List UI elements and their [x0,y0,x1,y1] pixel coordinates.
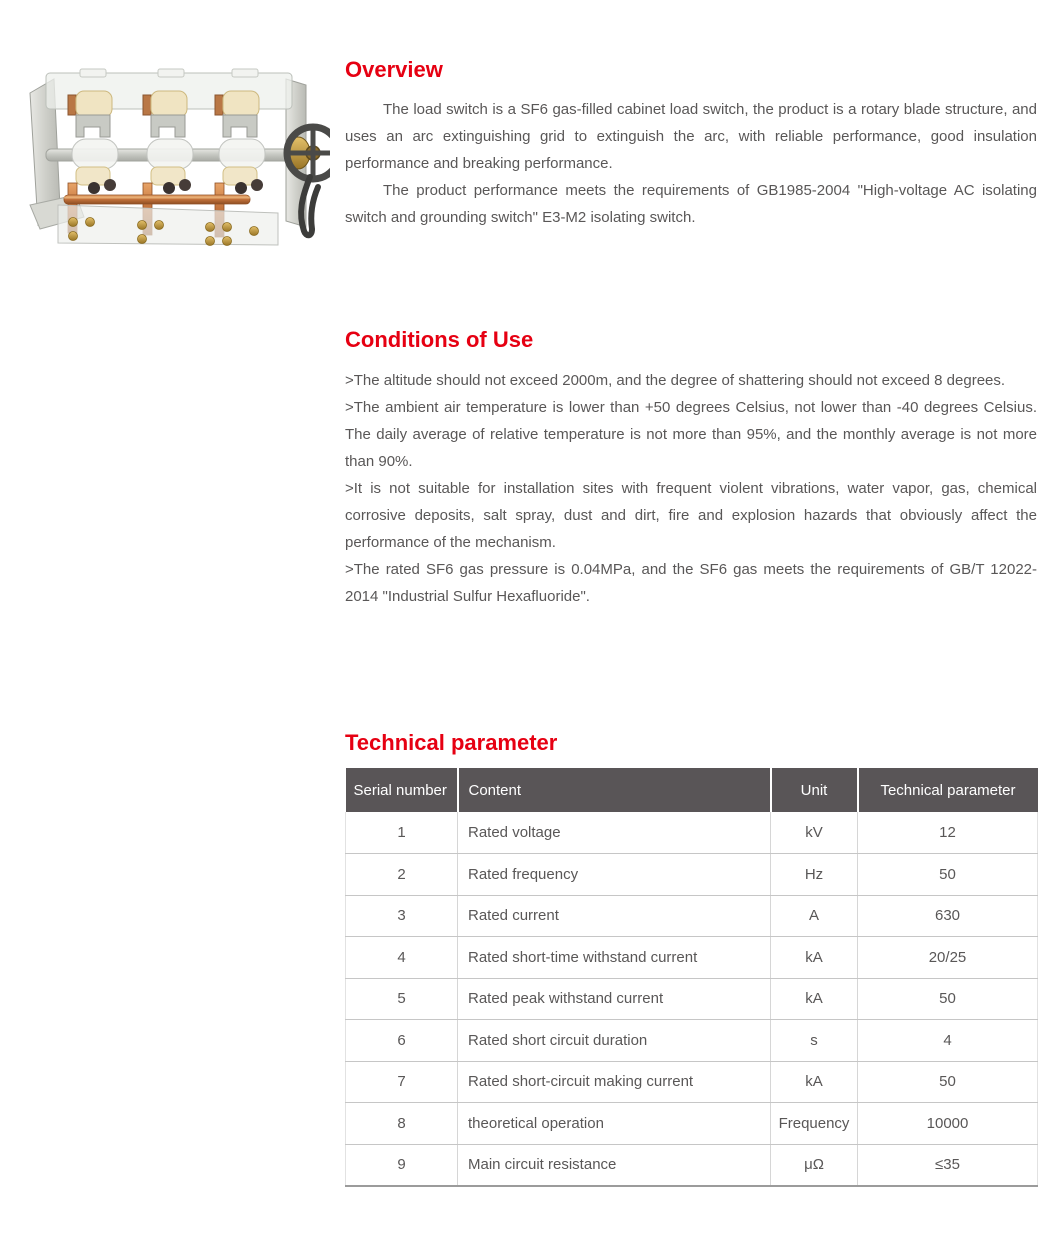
technical-parameter-table-wrap [345,768,1037,1187]
cell-parameter: 50 [858,978,1038,1020]
header-content: Content [458,768,771,812]
overview-paragraph: The product performance meets the requirements of GB1985-2004 "High-voltage AC isolating switch and grounding switch" E3-M2 isolating switch. [345,182,1037,226]
technical-parameter-table [345,768,1038,1187]
cell-parameter: 630 [858,895,1038,937]
overview-heading: Overview [345,57,443,82]
cell-content: Rated frequency [458,854,771,896]
cell-content: Rated short-circuit making current [458,1061,771,1103]
cell-unit: A [771,895,858,937]
table-header-row [346,768,1038,812]
table-row [346,895,1038,937]
cell-parameter: 50 [858,854,1038,896]
cell-parameter: ≤35 [858,1144,1038,1186]
cell-parameter: 4 [858,1020,1038,1062]
cell-unit: kA [771,1061,858,1103]
table-row [346,937,1038,979]
cell-serial: 8 [346,1103,458,1145]
cell-serial: 5 [346,978,458,1020]
conditions-list [345,367,1037,610]
condition-item: >The ambient air temperature is lower than +50 degrees Celsius, not lower than -40 degrees Celsius. The daily average of relative temperature is not more than 95%, and the monthly average is not more than 90%. [345,399,1037,470]
cell-unit: Frequency [771,1103,858,1145]
cell-parameter: 50 [858,1061,1038,1103]
product-photo [10,55,330,251]
table-row [346,1144,1038,1186]
technical-parameter-heading: Technical parameter [345,730,558,755]
cell-content: Rated current [458,895,771,937]
cell-serial: 1 [346,812,458,854]
cell-unit: kA [771,978,858,1020]
cell-serial: 7 [346,1061,458,1103]
overview-text [345,96,1037,231]
header-serial-number: Serial number [346,768,458,812]
condition-item: >The rated SF6 gas pressure is 0.04MPa, and the SF6 gas meets the requirements of GB/T 12022-2014 "Industrial Sulfur Hexafluoride". [345,561,1037,605]
cell-content: Rated short-time withstand current [458,937,771,979]
overview-paragraph: The load switch is a SF6 gas-filled cabinet load switch, the product is a rotary blade structure, and uses an arc extinguishing grid to extinguish the arc, with reliable performance, good insulation performance and breaking performance. [345,101,1037,172]
cell-content: Rated peak withstand current [458,978,771,1020]
cell-serial: 9 [346,1144,458,1186]
cell-unit: kV [771,812,858,854]
table-row [346,978,1038,1020]
cell-serial: 3 [346,895,458,937]
cell-unit: kA [771,937,858,979]
condition-item: >It is not suitable for installation sites with frequent violent vibrations, water vapor, gas, chemical corrosive deposits, salt spray, dust and dirt, fire and explosion hazards that obviously affect the performance of the mechanism. [345,480,1037,551]
sf6-load-switch-image [10,55,330,251]
header-technical-parameter: Technical parameter [858,768,1038,812]
table-row [346,854,1038,896]
cell-content: Rated voltage [458,812,771,854]
table-row [346,1020,1038,1062]
cell-parameter: 20/25 [858,937,1038,979]
cell-serial: 2 [346,854,458,896]
condition-item: >The altitude should not exceed 2000m, and the degree of shattering should not exceed 8 degrees. [345,372,1006,389]
cell-content: Rated short circuit duration [458,1020,771,1062]
table-row [346,1061,1038,1103]
cell-content: Main circuit resistance [458,1144,771,1186]
cell-parameter: 10000 [858,1103,1038,1145]
conditions-heading: Conditions of Use [345,327,534,352]
cell-content: theoretical operation [458,1103,771,1145]
table-row [346,1103,1038,1145]
cell-serial: 4 [346,937,458,979]
cell-unit: μΩ [771,1144,858,1186]
table-row [346,812,1038,854]
cell-serial: 6 [346,1020,458,1062]
cell-parameter: 12 [858,812,1038,854]
header-unit: Unit [771,768,858,812]
cell-unit: s [771,1020,858,1062]
cell-unit: Hz [771,854,858,896]
